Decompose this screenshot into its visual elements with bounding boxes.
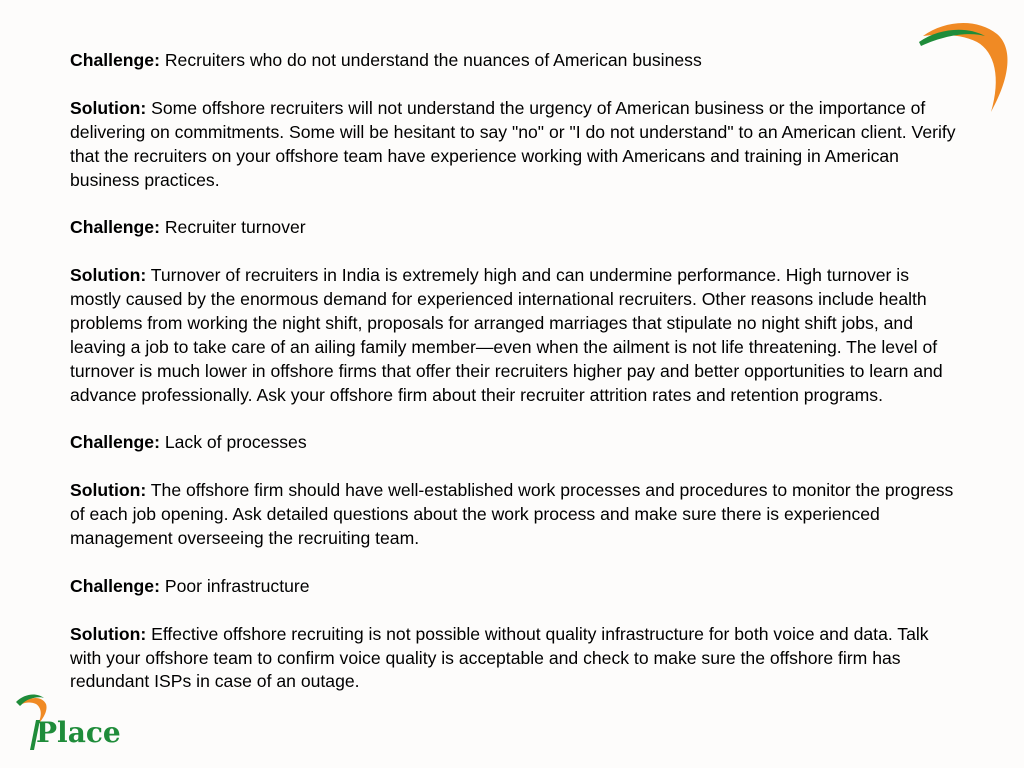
solution-text: Some offshore recruiters will not understand the urgency of American business or the importance of delivering on commitments. Some will be hesitant to say "no" or "I do not understand" to an American client. Verify that the recruiters on your offshore team have experience working with Americans and training in American business practices.: [70, 97, 956, 190]
solution-2: [70, 264, 960, 407]
solution-label: Solution:: [70, 97, 147, 118]
solution-1: [70, 97, 960, 193]
solution-label: Solution:: [70, 480, 147, 501]
challenge-2: [70, 216, 960, 240]
slide-body: [70, 49, 960, 718]
challenge-text: Recruiters who do not understand the nuances of American business: [164, 50, 702, 70]
challenge-label: Challenge:: [70, 575, 160, 596]
solution-text: The offshore firm should have well-established work processes and procedures to monitor the progress of each job opening. Ask detailed questions about the work process and make sure there is experienced management overseeing the recruiting team.: [70, 480, 954, 549]
challenge-label: Challenge:: [70, 432, 160, 453]
challenge-label: Challenge:: [70, 50, 160, 70]
solution-label: Solution:: [70, 623, 147, 644]
challenge-label: Challenge:: [70, 217, 160, 238]
challenge-4: [70, 575, 960, 599]
solution-text: Turnover of recruiters in India is extremely high and can undermine performance. High turnover is mostly caused by the enormous demand for experienced international recruiters. Other reasons include health problems from working the night shift, proposals for arranged marriages that stipulate no night shift jobs, and leaving a job to take care of an ailing family member—even when the ailment is not life threatening. The level of turnover is much lower in offshore firms that offer their recruiters higher pay and better opportunities to learn and advance professionally. Ask your offshore firm about their recruiter attrition rates and retention programs.: [70, 265, 943, 405]
challenge-3: [70, 431, 960, 455]
challenge-text: Recruiter turnover: [164, 217, 306, 238]
solution-4: [70, 623, 960, 695]
iplace-logo-text: Place: [36, 716, 121, 749]
challenge-text: Lack of processes: [164, 432, 307, 453]
challenge-text: Poor infrastructure: [164, 575, 310, 596]
solution-text: Effective offshore recruiting is not possible without quality infrastructure for both voice and data. Talk with your offshore team to confirm voice quality is acceptable and check to make sure the offshore firm has redundant ISPs in case of an outage.: [70, 623, 929, 692]
solution-3: [70, 479, 960, 551]
solution-label: Solution:: [70, 265, 147, 286]
challenge-1: [70, 49, 960, 73]
